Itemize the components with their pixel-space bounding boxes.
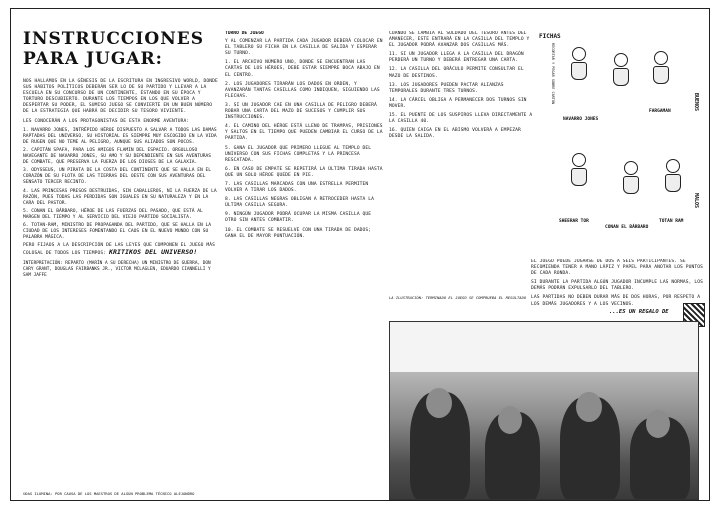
title-line-2: PARA JUGAR:	[23, 49, 163, 69]
credits: INTERPRETACIÓN: REPARTO (MARÍN A SU DERECHA) UN MINISTRO DE GUERRA, DON CARY GRANT, DOUGLAS FAIRBANKS JR., VICTOR MCLAGLEN, EDUARDO CIANNELLI Y SAM JAFFE	[23, 261, 211, 278]
rule-paragraph: 7. LAS CASILLAS MARCADAS CON UNA ESTRELLA PERMITEN VOLVER A TIRAR LOS DADOS.	[225, 181, 369, 194]
rule-paragraph: SI DURANTE LA PARTIDA ALGÚN JUGADOR INCUMPLE LAS NORMAS, LOS DEMÁS PODRÁN EXPULSARLO DEL TABLERO.	[531, 280, 703, 292]
side-label-malos: MALOS	[693, 193, 699, 209]
character-item: 3. ODYSSEUS, UN PIRATA DE LA COSTA DEL CONTINENTE QUE SE HALLA EN EL CORAZÓN DE SU FLOTA DE LAS TIERRAS DEL OESTE CON SUS AVENTURAS DEL SENSATO TERCER RECINTO.	[23, 168, 212, 186]
rule-paragraph: 5. GANA EL JUGADOR QUE PRIMERO LLEGUE AL TEMPLO DEL UNIVERSO CON SUS FICHAS COMPLETAS Y LA PRINCESA RESCATADA.	[225, 145, 372, 163]
rule-paragraph: 4. EL CAMINO DEL HÉROE ESTÁ LLENO DE TRAMPAS, PRISIONES Y SALTOS EN EL TIEMPO QUE PUEDEN CAMBIAR EL CURSO DE LA PARTIDA.	[225, 124, 383, 142]
figure-head-icon	[654, 51, 668, 65]
figure-body-icon	[613, 68, 629, 86]
rule-paragraph: 11. SI UN JUGADOR LLEGA A LA CASILLA DEL DRAGÓN PERDERÁ UN TURNO Y DEBERÁ ENTREGAR UNA CARTA.	[389, 52, 524, 64]
rule-paragraph: 9. NINGÚN JUGADOR PODRÁ OCUPAR LA MISMA CASILLA QUE OTRO SIN ANTES COMBATIR.	[225, 212, 372, 224]
intro-paragraph: NOS HALLAMOS EN LA GÉNESIS DE LA ESCRITURA EN INGRESIVO WORLD, DONDE SUS HÁBITOS POLÍTICOS DEBERÁN SER LO DE SU PARTIDO Y LLEVAR A LA ESCUELA EN SU CONCURSO DE UN CONTINENTE, ÉSTANDO EN SU ÉPOCA Y TORTURO DESCUBIERTO. DURANTE LOS TIEMPOS EN LOS QUE VOLVER A DESPERTAR SU PODER, EL SUMISO JUEGO SE CONVIERTE EN UN BUEN NÚMERO DE LA ESTRATEGIA QUE HABRÁ DE DECIDIR SU TESORO VIVIENTE.	[23, 79, 218, 115]
rule-paragraph: CUANDO SE CAMBIA AL SOLDADO DEL TESORO ANTES DEL AMANECER, ESTE ENTRARÁ EN LA CASILLA DEL TEMPLO Y EL JUGADOR PODRÁ AVANZAR DOS CASILLAS MÁS.	[389, 31, 530, 49]
figure-head-icon	[572, 153, 586, 167]
character-item: 2. CAPITÁN SPAFA, PARA LOS AMIGOS FLAMIN DEL ESPACIO. ORGULLOSO NAVEGANTE DE NAVARRO JONES, SU AMO Y SU DEPENDIENTE EN SUS AVENTURAS DE COMBATE, QUE PRESERVA LA FUERZA DE LOS DIOSES DE LA GALAXIA.	[23, 147, 212, 166]
figure-head-icon	[572, 47, 586, 61]
rule-paragraph: 3. SI UN JUGADOR CAE EN UNA CASILLA DE PELIGRO DEBERÁ ROBAR UNA CARTA DEL MAZO DE SUCESOS Y CUMPLIR SUS INSTRUCCIONES.	[225, 102, 377, 121]
column-intro	[23, 29, 219, 492]
figure-body-icon	[623, 176, 639, 194]
rule-paragraph: 16. QUIEN CAIGA EN EL ABISMO VOLVERÁ A EMPEZAR DESDE LA SALIDA.	[389, 128, 521, 140]
side-label-buenos: BUENOS	[693, 93, 699, 112]
figure-label: NAVARRO JONES	[563, 117, 599, 122]
column-rules-1	[225, 31, 383, 492]
figure-label: SHEERAR TOR	[559, 219, 589, 224]
outro-paragraph	[23, 243, 219, 257]
character-item: 4. LAS PRINCESAS PRESOS DESTRUIDAS, SIN CABALLEROS, NI LA FUERZA DE LA RAZÓN, PUES TODAS LAS PERDIDAS SON IGUALES EN SU NATURALEZA Y EN LA CARA DEL PASTOR.	[23, 188, 217, 206]
rule-paragraph: 6. EN CASO DE EMPATE SE REPETIRÁ LA ÚLTIMA TIRADA HASTA QUE UN SOLO HÉROE QUEDE EN PIE.	[225, 166, 383, 178]
rule-paragraph: 8. LAS CASILLAS NEGRAS OBLIGAN A RETROCEDER HASTA LA ÚLTIMA CASILLA SEGURA.	[225, 197, 375, 209]
photo-face	[646, 410, 670, 438]
figure-body-icon	[653, 66, 669, 84]
figure-label: TOTAN RAM	[659, 219, 684, 224]
rule-paragraph: 12. LA CASILLA DEL ORÁCULO PERMITE CONSULTAR EL MAZO DE DESTINOS.	[389, 67, 524, 79]
figure-navarro-jones	[569, 47, 589, 77]
fichas-panel	[539, 33, 703, 258]
rule-paragraph: 13. LOS JUGADORES PUEDEN PACTAR ALIANZAS TEMPORALES DURANTE TRES TURNOS.	[389, 82, 504, 94]
figure-sidekick	[611, 53, 631, 83]
character-item: 1. NAVARRO JONES, INTRÉPIDO HÉROE DISPUESTO A SALVAR A TODOS LAS DAMAS RAPTADAS DEL UNIVERSO. SU HISTORIAL ES SIEMPRE MUY ESCOGIDO EN LA VIDA DE RUGEN QUE NO TEME AL PELIGRO, AUNQUE SUS ALIADOS SON POCOS.	[23, 127, 217, 145]
rule-paragraph: Y AL COMENZAR LA PARTIDA CADA JUGADOR DEBERÁ COLOCAR EN EL TABLERO SU FICHA EN LA CASILLA DE SALIDA Y ESPERAR SU TURNO.	[225, 39, 383, 57]
figure-body-icon	[665, 174, 681, 192]
title-line-1: INSTRUCCIONES	[23, 29, 204, 49]
rules-header: TURNO DE JUEGO	[225, 31, 264, 36]
fichas-label: FICHAS	[539, 33, 561, 40]
intro-paragraph-2: LES CONOCERÁN A LOS PROTAGONISTAS DE ESTA ENORME AVENTURA:	[23, 118, 190, 124]
movie-still-photo	[389, 321, 699, 500]
illustration-note: LA ILUSTRACIÓN: TERMINADO EL JUEGO SE COMPRUEBA EL RESULTADO	[389, 295, 527, 300]
figure-sheerar-tor	[569, 153, 589, 183]
fichas-side-note: RECORTAR Y PEGAR SOBRE CARTÓN	[551, 43, 555, 105]
game-instructions-sheet	[10, 8, 710, 501]
rule-paragraph: 1. EL ARCHIVO NÚMERO UNO, DONDE SE ENCUENTRAN LAS CARTAS DE LOS HÉROES, DEBE ESTAR SIEMPRE BOCA ABAJO EN EL CENTRO.	[225, 60, 380, 78]
figure-head-icon	[614, 53, 628, 67]
rule-paragraph: EL JUEGO PUEDE JUGARSE DE DOS A SEIS PARTICIPANTES. SE RECOMIENDA TENER A MANO LÁPIZ Y PAPEL PARA ANOTAR LOS PUNTOS DE CADA RONDA.	[531, 259, 703, 277]
figure-head-icon	[666, 159, 680, 173]
footnote: ©DAS ILUMINA: POR CAUSA DE LOS MAESTROS DE ALGÚN PROBLEMA TÉCNICO ALEJANDRO	[23, 491, 195, 496]
column-rules-2	[389, 31, 535, 281]
figure-head-icon	[624, 161, 638, 175]
figure-label: FARGAMAN	[649, 109, 671, 114]
figure-label: CONAN EL BÁRBARO	[605, 225, 649, 230]
regalo-caption: ...ES UN REGALO DE	[609, 309, 669, 315]
photo-face	[426, 388, 452, 418]
figure-fargaman	[651, 51, 671, 81]
rule-paragraph: 2. LOS JUGADORES TIRARÁN LOS DADOS EN ORDEN, Y AVANZARÁN TANTAS CASILLAS COMO INDIQUEN, SIGUIENDO LAS FLECHAS.	[225, 81, 380, 99]
photo-sky	[390, 322, 698, 372]
outro-emphasis: KRITIKOS DEL UNIVERSO!	[108, 248, 198, 257]
rule-paragraph: LAS PARTIDAS NO DEBEN DURAR MÁS DE DOS HORAS, POR RESPETO A LOS DEMÁS JUGADORES Y A LOS VECINOS.	[531, 295, 701, 307]
photo-face	[498, 406, 522, 434]
figure-totan-ram	[663, 159, 683, 189]
photo-face	[576, 392, 602, 422]
rule-paragraph: 10. EL COMBATE SE RESUELVE CON UNA TIRADA DE DADOS; GANA EL DE MAYOR PUNTUACIÓN.	[225, 227, 372, 239]
rule-paragraph: 14. LA CÁRCEL OBLIGA A PERMANECER DOS TURNOS SIN MOVER.	[389, 97, 527, 109]
figure-body-icon	[571, 168, 587, 186]
character-item: 5. CONAN EL BÁRBARO, HÉROE DE LAS FUERZAS DEL PASADO, QUE ESTÁ AL MARGEN DEL TIEMPO Y AL SERVICIO DEL VIEJO PARTIDO SOCIALISTA.	[23, 208, 203, 220]
rule-paragraph: 15. EL PUENTE DE LOS SUSPIROS LLEVA DIRECTAMENTE A LA CASILLA 40.	[389, 113, 533, 125]
figure-body-icon	[571, 62, 587, 80]
outro-text: PERO FIJAOS A LA DESCRIPCIÓN DE LAS LEYES QUE COMPONEN EL JUEGO MÁS COLOSAL DE TODOS LOS TIEMPOS:	[23, 243, 215, 257]
figure-conan	[621, 161, 641, 191]
character-item: 6. TOTAN-RAM, MINISTRO DE PROPAGANDA DEL PARTIDO, QUE SE HALLA EN LA CIUDAD DE LOS INTERESES FOMENTANDO EL CAOS EN EL NUEVO MUNDO CON SU PALABRA MÁGICA.	[23, 222, 212, 241]
